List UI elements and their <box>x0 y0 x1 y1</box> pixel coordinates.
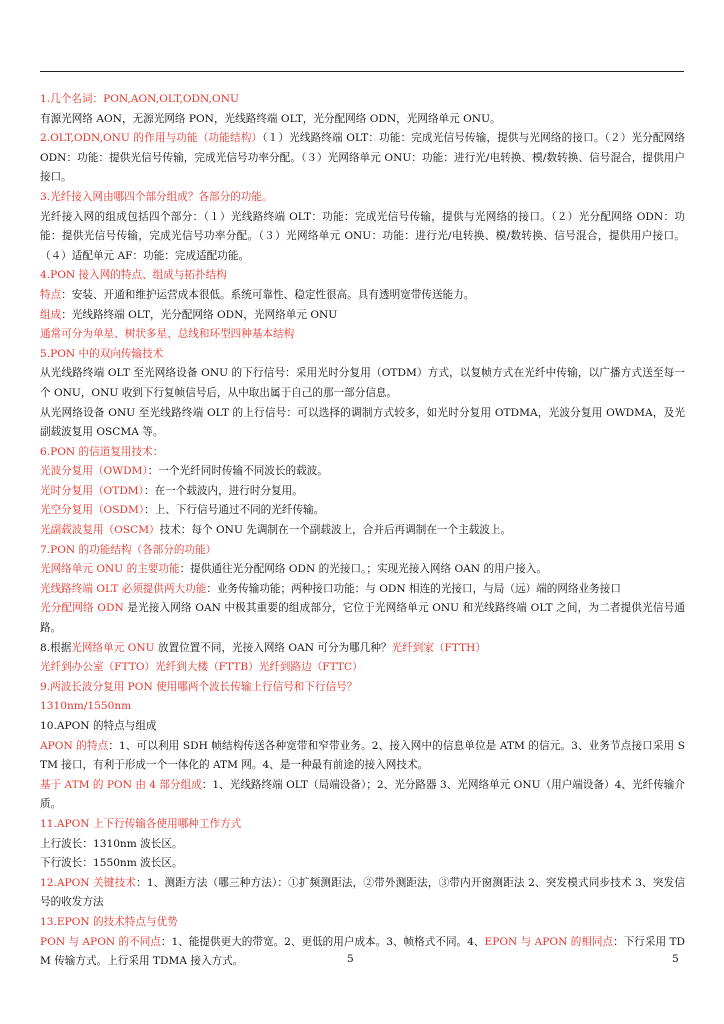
paragraph <box>40 286 685 306</box>
heading-text: 光线路终端 OLT 必须提供两大功能 <box>40 582 207 595</box>
body-text: 下行波长：1550nm 波长区。 <box>40 857 183 870</box>
heading-text: 光分配网络 ODN <box>40 602 124 615</box>
paragraph <box>40 835 685 855</box>
body-text: ：下行采用 TDM 传输方式。上行采用 TDMA 接入方式。 <box>40 935 686 968</box>
heading-text: 通常可分为单星、树状多星、总线和环型四种基本结构 <box>40 328 295 341</box>
paragraph <box>40 658 685 678</box>
body-text: 上行波长：1310nm 波长区。 <box>40 837 183 850</box>
paragraph <box>40 482 685 502</box>
body-text: ：1、能提供更大的带宽。2、更低的用户成本。3、帧格式不同。4、 <box>160 935 485 948</box>
heading-text: 基于 ATM 的 PON 由 4 部分组成 <box>40 778 202 791</box>
heading-text: 光波分复用（OWDM） <box>40 465 148 478</box>
paragraph <box>40 306 685 326</box>
body-text: 有源光网络 AON，无源光网络 PON，光线路终端 OLT，光分配网络 ODN，光网络单元 ONU。 <box>40 112 501 125</box>
body-text: ：提供通往光分配网络 ODN 的光接口。；实现光接入网络 OAN 的用户接入。 <box>179 563 548 576</box>
body-text: ：安装、开通和维护运营成本很低。系统可靠性、稳定性很高。具有透明宽带传送能力。 <box>61 288 475 301</box>
paragraph <box>40 404 685 443</box>
heading-text: 光纤到家（FTTH） <box>391 641 486 654</box>
body-text: 是光接入网络 OAN 中极其重要的组成部分，它位于光网络单元 ONU 和光线路终端 OLT 之间，为二者提供光信号通路。 <box>40 602 685 635</box>
heading-text: 组成 <box>40 308 62 321</box>
body-text: 8.根据 <box>40 641 72 654</box>
body-text: 放置位置不同，光接入网络 OAN 可分为哪几种？ <box>154 641 392 654</box>
heading-text: PON 与 APON 的不同点 <box>40 935 161 948</box>
body-text: ：1、可以利用 SDH 帧结构传送各种宽带和窄带业务。2、接入网中的信息单位是 ATM 的信元。3、业务节点接口采用 STM 接口，有利于形成一个一体化的 ATM 网。4、是一种最有前途的接入网技术。 <box>40 739 685 772</box>
paragraph <box>40 697 685 717</box>
paragraph <box>40 599 685 638</box>
paragraph <box>40 639 685 659</box>
paragraph <box>40 266 685 286</box>
heading-text: 1.几个名词：PON,AON,OLT,ODN,ONU <box>40 93 239 105</box>
body-text: ：1、测距方法（哪三种方法）：①扩频测距法，②带外测距法，③带内开窗测距法 2、突发模式同步技术 3、突发信号的收发方法 <box>40 876 685 909</box>
paragraph <box>40 110 685 130</box>
heading-text: 光副载波复用（OSCM） <box>40 524 160 537</box>
page-number-center: 5 <box>347 953 354 965</box>
paragraph <box>40 854 685 874</box>
heading-text: 光纤到办公室（FTTO）光纤到大楼（FTTB）光纤到路边（FTTC） <box>40 661 363 674</box>
document-body <box>40 90 685 972</box>
paragraph <box>40 90 685 110</box>
paragraph <box>40 188 685 208</box>
paragraph <box>40 443 685 463</box>
paragraph <box>40 541 685 561</box>
paragraph <box>40 717 685 737</box>
heading-text: 1310nm/1550nm <box>40 700 132 713</box>
body-text: 从光线路终端 OLT 至光网络设备 ONU 的下行信号：采用光时分复用（OTDM）方式，以复帧方式在光纤中传输，以广播方式送至每一个 ONU，ONU 收到下行复帧信号后，从中取出属于自己的那一部分信息。 <box>40 367 685 399</box>
heading-text: 2.OLT,ODN,ONU 的作用与功能（功能结构） <box>40 132 263 145</box>
paragraph <box>40 678 685 698</box>
heading-text: 6.PON 的信道复用技术： <box>40 445 164 458</box>
heading-text: 光网络单元 ONU 的主要功能 <box>40 563 180 576</box>
heading-text: EPON 与 APON 的相同点 <box>484 935 614 948</box>
body-text: ：一个光纤同时传输不同波长的载波。 <box>147 465 328 478</box>
paragraph <box>40 933 685 972</box>
paragraph <box>40 560 685 580</box>
paragraph <box>40 364 685 403</box>
body-text: ：光线路终端 OLT，光分配网络 ODN，光网络单元 ONU <box>61 308 338 321</box>
paragraph <box>40 913 685 933</box>
body-text: （１）光线路终端 OLT：功能：完成光信号传输，提供与光网络的接口。（２）光分配网络 ODN：功能：提供光信号传输，完成光信号功率分配。（３）光网络单元 ONU：功能：进行光/电转换、模/数转换、信号混合，提供用户接口。 <box>40 132 685 184</box>
heading-text: 12.APON 关键技术 <box>40 876 137 889</box>
body-text: ：1、光线路终端 OLT（局端设备）；2、光分路器 3、光网络单元 ONU（用户端设备）4、光纤传输介质。 <box>40 778 685 811</box>
heading-text: 9.两波长波分复用 PON 使用哪两个波长传输上行信号和下行信号？ <box>40 680 358 693</box>
body-text: ：业务传输功能；两种接口功能：与 ODN 相连的光接口，与局（远）端的网络业务接口 <box>206 582 621 595</box>
paragraph <box>40 815 685 835</box>
paragraph <box>40 129 685 188</box>
paragraph <box>40 501 685 521</box>
heading-text: 11.APON 上下行传输各使用哪种工作方式 <box>40 817 242 830</box>
paragraph <box>40 462 685 482</box>
heading-text: 4.PON 接入网的特点、组成与拓扑结构 <box>40 269 227 282</box>
heading-text: 光网络单元 ONU <box>71 641 155 654</box>
body-text: ：上、下行信号通过不同的光纤传输。 <box>144 504 325 517</box>
heading-text: APON 的特点 <box>40 739 109 752</box>
body-text: 从光网络设备 ONU 至光线路终端 OLT 的上行信号：可以选择的调制方式较多，如光时分复用 OTDMA，光波分复用 OWDMA，及光副载波复用 OSCMA 等。 <box>40 406 685 439</box>
heading-text: 5.PON 中的双向传输技术 <box>40 347 164 360</box>
heading-text: 光空分复用（OSDM） <box>40 504 145 517</box>
heading-text: 光时分复用（OTDM） <box>40 484 144 497</box>
header-rule <box>40 71 684 72</box>
paragraph <box>40 580 685 600</box>
heading-text: 7.PON 的功能结构（各部分的功能） <box>40 543 217 556</box>
paragraph <box>40 737 685 776</box>
paragraph <box>40 521 685 541</box>
paragraph <box>40 345 685 365</box>
heading-text: 3.光纤接入网由哪四个部分组成？各部分的功能。 <box>40 190 273 203</box>
paragraph <box>40 208 685 267</box>
body-text: 10.APON 的特点与组成 <box>40 720 157 732</box>
heading-text: 13.EPON 的技术特点与优势 <box>40 915 178 928</box>
paragraph <box>40 325 685 345</box>
body-text: 光纤接入网的组成包括四个部分：（１）光线路终端 OLT：功能：完成光信号传输，提供与光网络的接口。（２）光分配网络 ODN：功能：提供光信号传输，完成光信号功率分配。（３）光网络单元 ONU：功能：进行光/电转换、模/数转换、信号混合，提供用户接口。（４）适配单元 AF：功能：完成适配功能。 <box>40 210 685 262</box>
heading-text: 特点 <box>40 288 62 301</box>
page-number-right: 5 <box>672 953 679 965</box>
paragraph <box>40 776 685 815</box>
paragraph <box>40 874 685 913</box>
body-text: 技术：每个 ONU 先调制在一个副载波上，合并后再调制在一个主载波上。 <box>159 524 512 537</box>
body-text: ：在一个载波内，进行时分复用。 <box>143 484 303 497</box>
